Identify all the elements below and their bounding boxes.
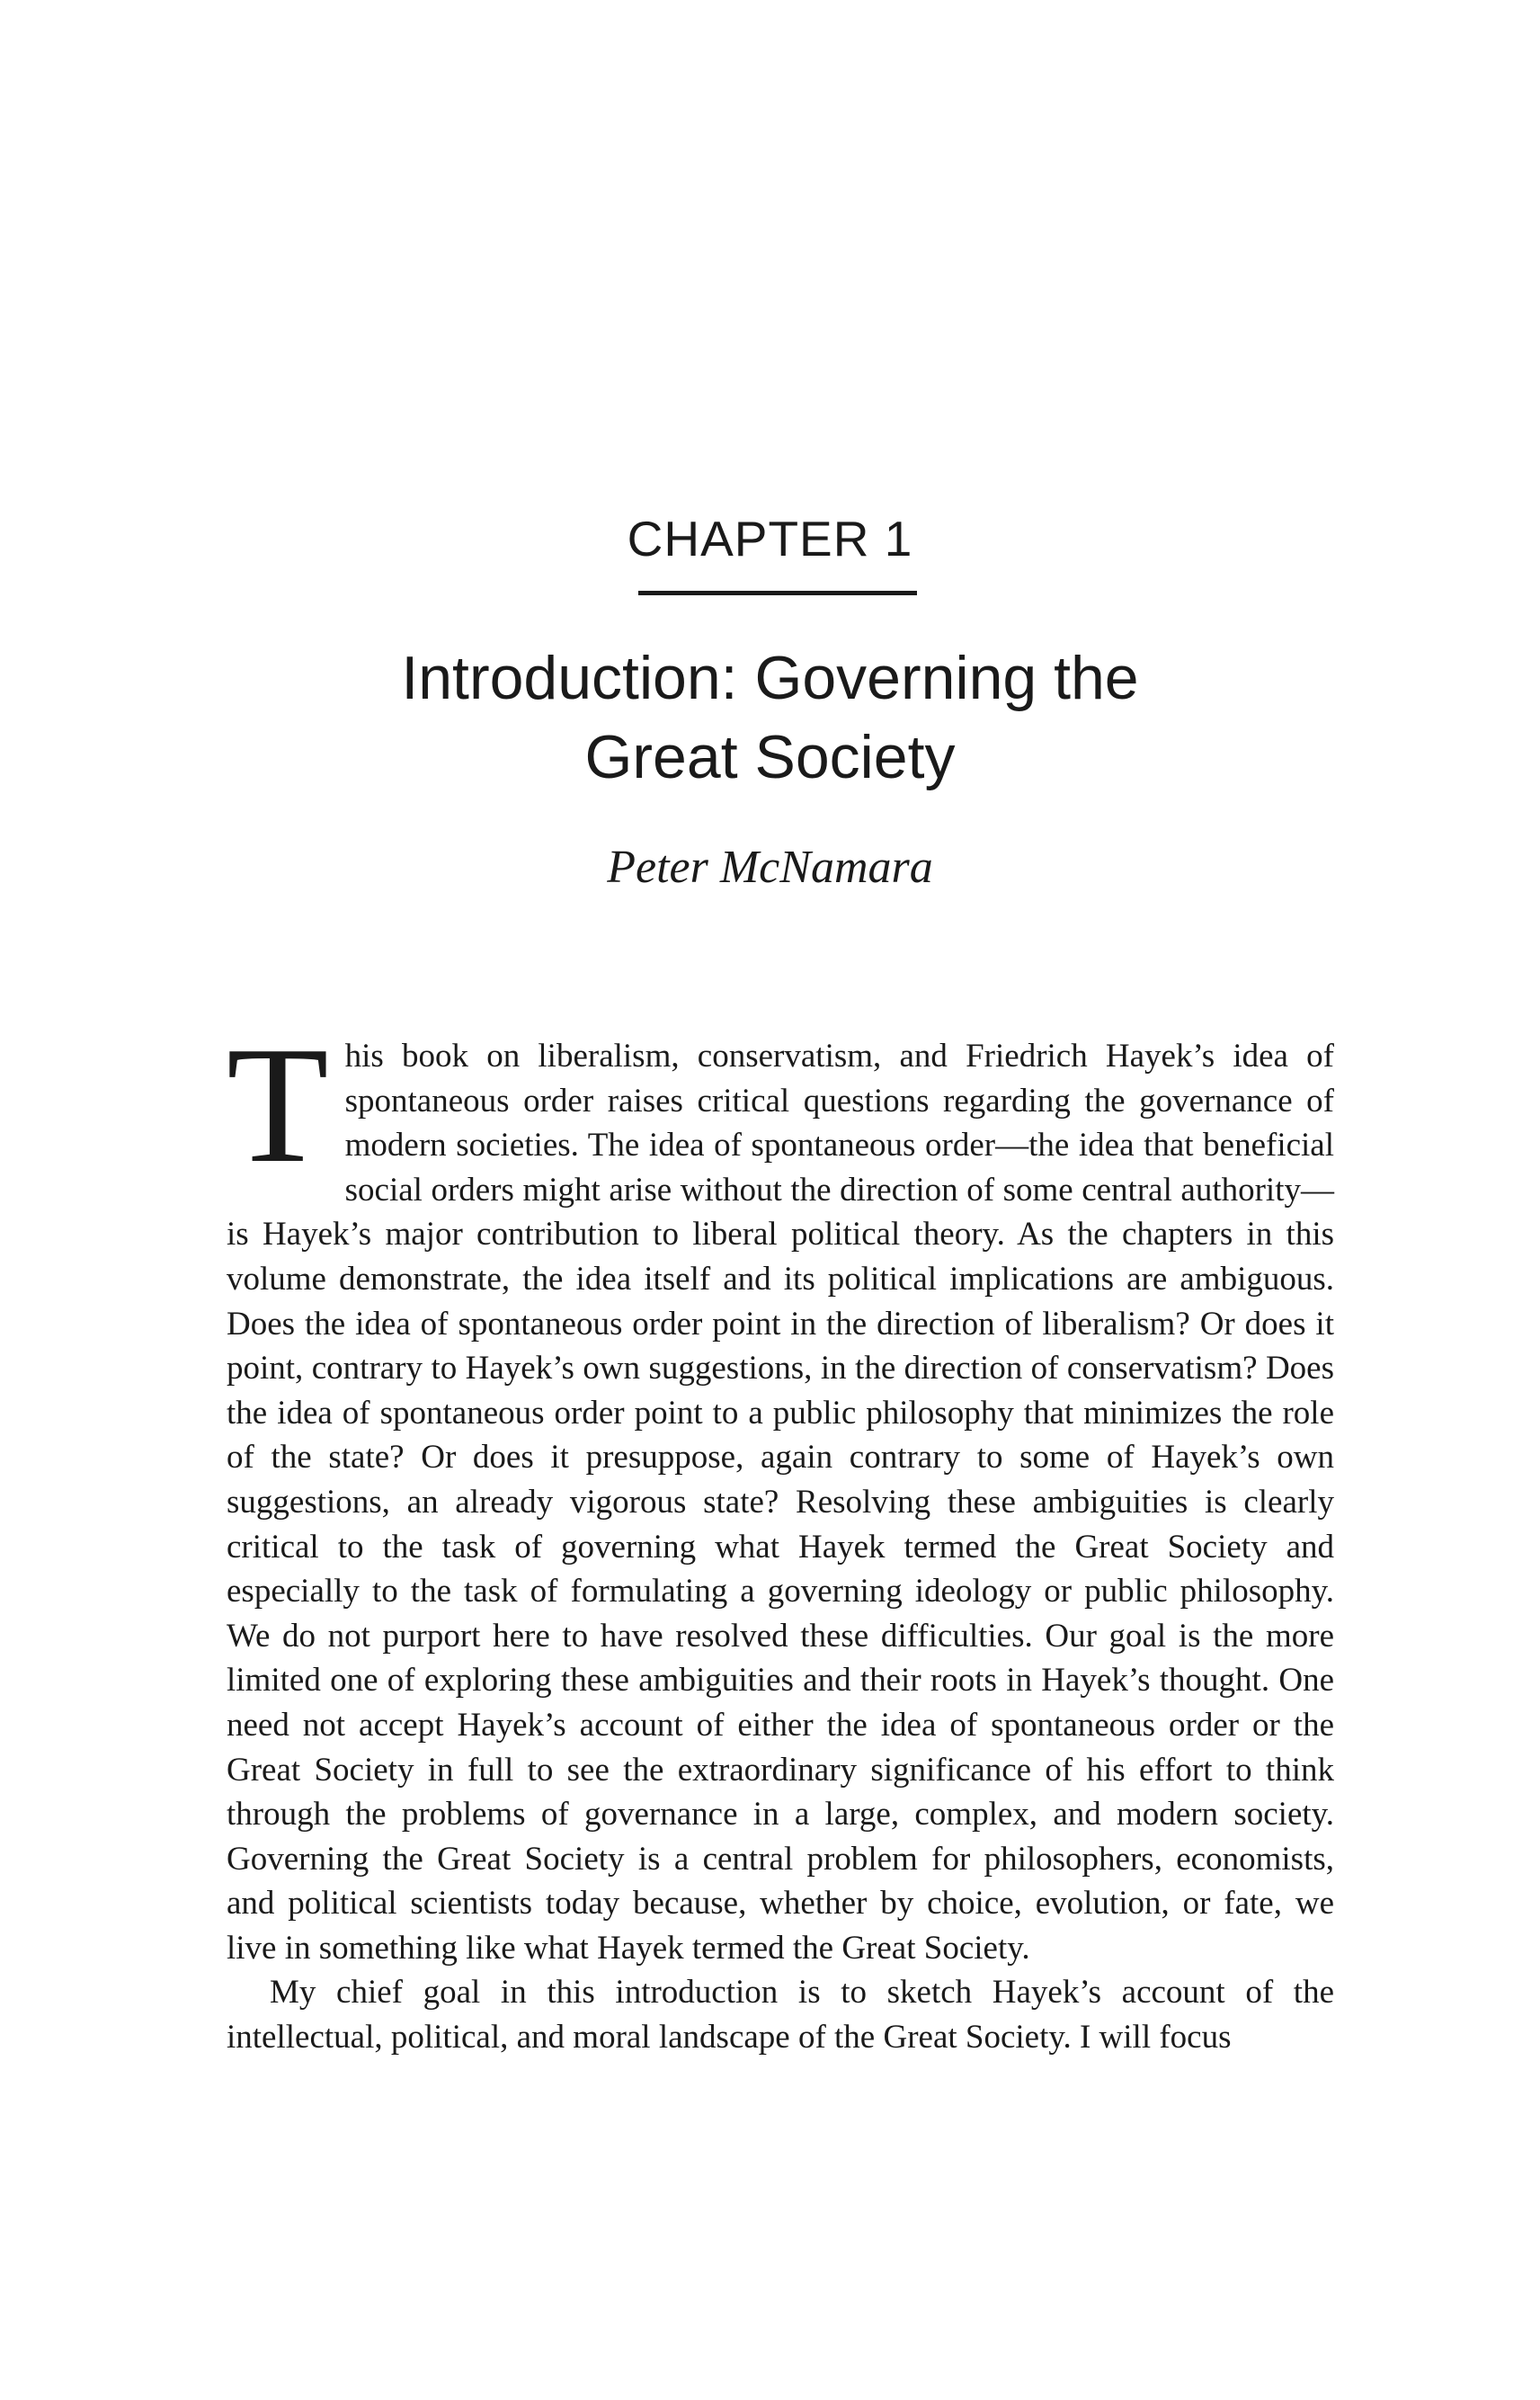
chapter-label: CHAPTER 1 xyxy=(627,511,913,567)
chapter-rule xyxy=(638,591,917,595)
chapter-title-line-2: Great Society xyxy=(584,723,956,791)
paragraph-1-text: his book on liberalism, conservatism, and Friedrich Hayek’s idea of spontaneous order raises critical questions regarding the governance of modern societies. The idea of spontaneous order—the idea that beneficial social orders might arise without the direction of some central authority—is Hayek’s major contribution to liberal political theory. As the chapters in this volume demonstrate, the idea itself and its political implications are ambiguous. Does the idea of spontaneous order point in the direction of liberalism? Or does it point, contrary to Hayek’s own suggestions, in the direction of conservatism? Does the idea of spontaneous order point to a public philosophy that minimizes the role of the state? Or does it presuppose, again contrary to some of Hayek’s own suggestions, an already vigorous state? Resolving these ambiguities is clearly critical to the task of governing what Hayek termed the Great Society and especially to the task of formulating a governing ideology or public philosophy. We do not purport here to have resolved these difficulties. Our goal is the more limited one of exploring these ambiguities and their roots in Hayek’s thought. One need not accept Hayek’s account of either the idea of spontaneous order or the Great Society in full to see the extraordinary significance of his effort to think through the problems of governance in a large, complex, and modern society. Governing the Great Society is a central problem for philosophers, economists, and political scientists today because, whether by choice, evolution, or fate, we live in something like what Hayek termed the Great Society. xyxy=(227,1038,1334,1967)
author-name: Peter McNamara xyxy=(607,842,933,893)
paragraph-1 xyxy=(227,1013,1334,1970)
body-text xyxy=(227,1013,1334,2060)
drop-cap: T xyxy=(227,1013,329,1198)
chapter-title-line-1: Introduction: Governing the xyxy=(401,644,1139,712)
chapter-title xyxy=(0,638,1540,797)
paragraph-2: My chief goal in this introduction is to sketch Hayek’s account of the intellectual, political, and moral landscape of the Great Society. I will focus xyxy=(227,1974,1334,2057)
